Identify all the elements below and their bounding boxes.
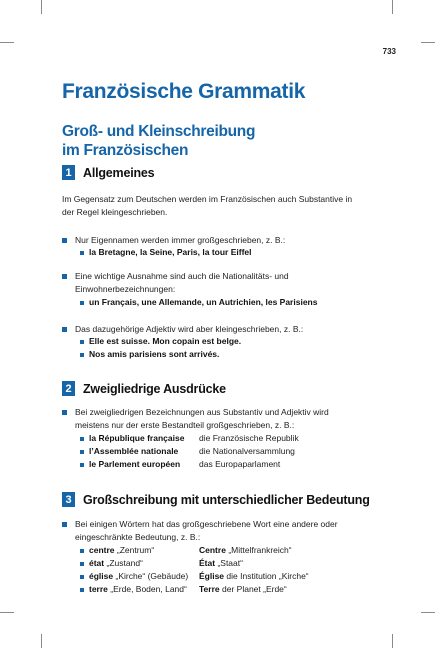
example-text: Elle est suisse. Mon copain est belge. [89,336,242,346]
lowercase-meaning: „Erde, Boden, Land“ [110,584,187,594]
uppercase-word: État [199,558,216,568]
bullet-text: Einwohnerbezeichnungen: [75,284,176,294]
example-item [80,348,219,361]
example-text: un Français, une Allemande, un Autrichien, les Parisiens [89,297,318,307]
bullet-square-icon [62,238,67,243]
bullet-text: Nur Eigennamen werden immer großgeschrieben, z. B.: [75,235,286,245]
german-translation: die Nationalversammlung [199,446,295,456]
section-number: 3 [62,492,75,507]
french-term: le Parlement européen [89,459,181,469]
bullet-text: Das dazugehörige Adjektiv wird aber kleingeschrieben, z. B.: [75,324,304,334]
bullet-square-icon [62,522,67,527]
page-number: 733 [382,47,396,56]
page-subtitle [62,122,255,160]
bullet-square-icon [80,437,84,441]
german-translation: die Französische Republik [199,433,299,443]
example-text: Nos amis parisiens sont arrivés. [89,349,220,359]
example-row [80,570,309,583]
example-row [80,557,243,570]
intro-paragraph [62,193,382,219]
bullet-square-icon [62,274,67,279]
example-item [80,335,241,348]
bullet-square-icon [62,410,67,415]
uppercase-meaning: „Staat“ [217,558,243,568]
bullet-item [62,518,382,544]
section-title: Großschreibung mit unterschiedlicher Bedeutung [83,492,370,507]
text-line: der Regel kleingeschrieben. [62,207,168,217]
example-row [80,583,287,596]
text-line: Im Gegensatz zum Deutschen werden im Französischen auch Substantive in [62,194,353,204]
crop-mark [41,0,42,14]
example-row [80,432,299,445]
example-item [80,296,317,309]
uppercase-word: Centre [199,545,226,555]
crop-mark [0,42,14,43]
uppercase-word: Église [199,571,225,581]
crop-mark [392,634,393,648]
bullet-square-icon [80,353,84,357]
example-row [80,458,281,471]
bullet-square-icon [80,463,84,467]
bullet-square-icon [80,588,84,592]
crop-mark [421,42,435,43]
bullet-text: Eine wichtige Ausnahme sind auch die Nationalitäts- und [75,271,289,281]
bullet-square-icon [80,450,84,454]
bullet-square-icon [80,562,84,566]
lowercase-word: église [89,571,114,581]
example-text: la Bretagne, la Seine, Paris, la tour Eiffel [89,247,252,257]
section-title: Zweigliedrige Ausdrücke [83,381,226,396]
section-heading-2 [62,381,226,396]
crop-mark [421,612,435,613]
bullet-square-icon [62,327,67,332]
section-number: 1 [62,165,75,180]
bullet-text: eingeschränkte Bedeutung, z. B.: [75,532,201,542]
bullet-text: meistens nur der erste Bestandteil großgeschrieben, z. B.: [75,420,295,430]
uppercase-word: Terre [199,584,220,594]
subtitle-line: im Französischen [62,142,189,159]
section-heading-3 [62,492,370,507]
section-title: Allgemeines [83,165,155,180]
bullet-square-icon [80,549,84,553]
bullet-square-icon [80,251,84,255]
bullet-item [62,270,382,296]
subtitle-line: Groß- und Kleinschreibung [62,123,256,140]
bullet-square-icon [80,575,84,579]
bullet-text: Bei einigen Wörtern hat das großgeschriebene Wort eine andere oder [75,519,338,529]
example-row [80,445,295,458]
uppercase-meaning: der Planet „Erde“ [222,584,287,594]
example-row [80,544,292,557]
bullet-text: Bei zweigliedrigen Bezeichnungen aus Substantiv und Adjektiv wird [75,407,329,417]
french-term: la République française [89,433,185,443]
uppercase-meaning: die Institution „Kirche“ [226,571,309,581]
bullet-square-icon [80,301,84,305]
crop-mark [41,634,42,648]
lowercase-word: terre [89,584,108,594]
german-translation: das Europaparlament [199,459,281,469]
section-number: 2 [62,381,75,396]
example-item [80,246,252,259]
crop-mark [392,0,393,14]
lowercase-word: centre [89,545,115,555]
lowercase-meaning: „Zustand“ [106,558,143,568]
lowercase-meaning: „Zentrum“ [116,545,155,555]
section-heading-1 [62,165,154,180]
page-title: Französische Grammatik [62,80,306,103]
bullet-item [62,406,382,432]
lowercase-meaning: „Kirche“ (Gebäude) [115,571,189,581]
lowercase-word: état [89,558,105,568]
french-term: l’Assemblée nationale [89,446,179,456]
uppercase-meaning: „Mittelfrankreich“ [228,545,292,555]
bullet-square-icon [80,340,84,344]
crop-mark [0,612,14,613]
